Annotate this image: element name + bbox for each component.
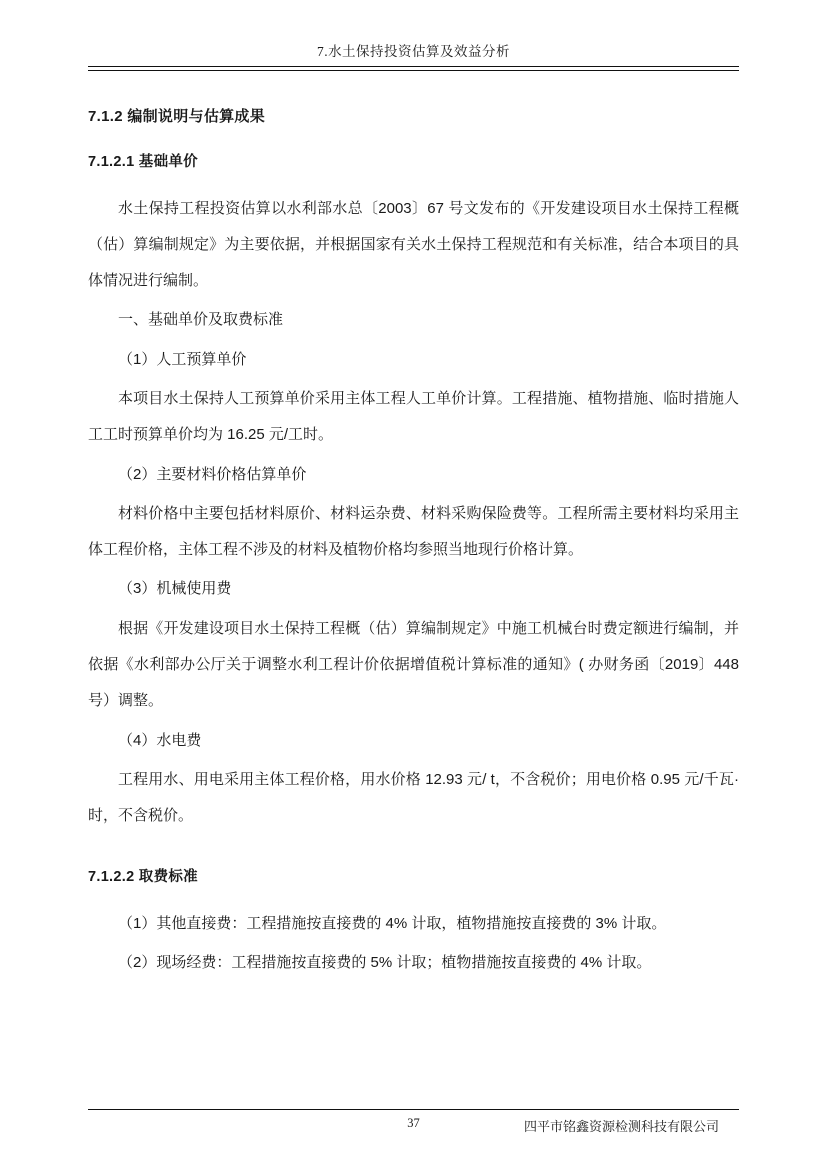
header-divider <box>88 66 739 71</box>
footer-organization: 四平市铭鑫资源检测科技有限公司 <box>523 1119 719 1134</box>
footer-row <box>88 1116 739 1134</box>
running-header <box>88 40 739 66</box>
paragraph-item-4-title: （4）水电费 <box>118 731 202 749</box>
footer-divider <box>88 1109 739 1110</box>
running-header-title: 7.水土保持投资估算及效益分析 <box>316 44 511 59</box>
section-heading-7-1-2: 7.1.2 编制说明与估算成果 <box>88 107 266 125</box>
page-number: 37 <box>407 1116 420 1130</box>
paragraph-item-3-body: 根据《开发建设项目水土保持工程概（估）算编制规定》中施工机械台时费定额进行编制，并依据《水利部办公厅关于调整水利工程计价依据增值税计算标准的通知》( 办财务函〔2019〕448 号）调整。 <box>88 619 739 710</box>
paragraph-basis: 水土保持工程投资估算以水利部水总〔2003〕67 号文发布的《开发建设项目水土保持工程概（估）算编制规定》为主要依据，并根据国家有关水土保持工程规范和有关标准，结合本项目的具体情况进行编制。 <box>88 199 739 290</box>
paragraph-item-1-title: （1）人工预算单价 <box>118 350 247 368</box>
page-footer <box>88 1109 739 1134</box>
section-heading-7-1-2-1: 7.1.2.1 基础单价 <box>88 153 198 170</box>
paragraph-fee-item-2: （2）现场经费：工程措施按直接费的 5% 计取；植物措施按直接费的 4% 计取。 <box>118 953 652 971</box>
paragraph-list-heading-one: 一、基础单价及取费标准 <box>118 311 284 329</box>
section-heading-7-1-2-2: 7.1.2.2 取费标准 <box>88 868 198 885</box>
paragraph-item-2-body: 材料价格中主要包括材料原价、材料运杂费、材料采购保险费等。工程所需主要材料均采用主体工程价格，主体工程不涉及的材料及植物价格均参照当地现行价格计算。 <box>88 504 739 559</box>
paragraph-item-2-title: （2）主要材料价格估算单价 <box>118 465 307 483</box>
paragraph-item-3-title: （3）机械使用费 <box>118 580 232 598</box>
paragraph-item-1-body: 本项目水土保持人工预算单价采用主体工程人工单价计算。工程措施、植物措施、临时措施人工工时预算单价均为 16.25 元/工时。 <box>88 389 739 444</box>
paragraph-item-4-body: 工程用水、用电采用主体工程价格，用水价格 12.93 元/ t，不含税价；用电价格 0.95 元/千瓦·时，不含税价。 <box>88 770 739 825</box>
page-content <box>88 40 739 1109</box>
paragraph-fee-item-1: （1）其他直接费：工程措施按直接费的 4% 计取，植物措施按直接费的 3% 计取。 <box>118 914 667 932</box>
